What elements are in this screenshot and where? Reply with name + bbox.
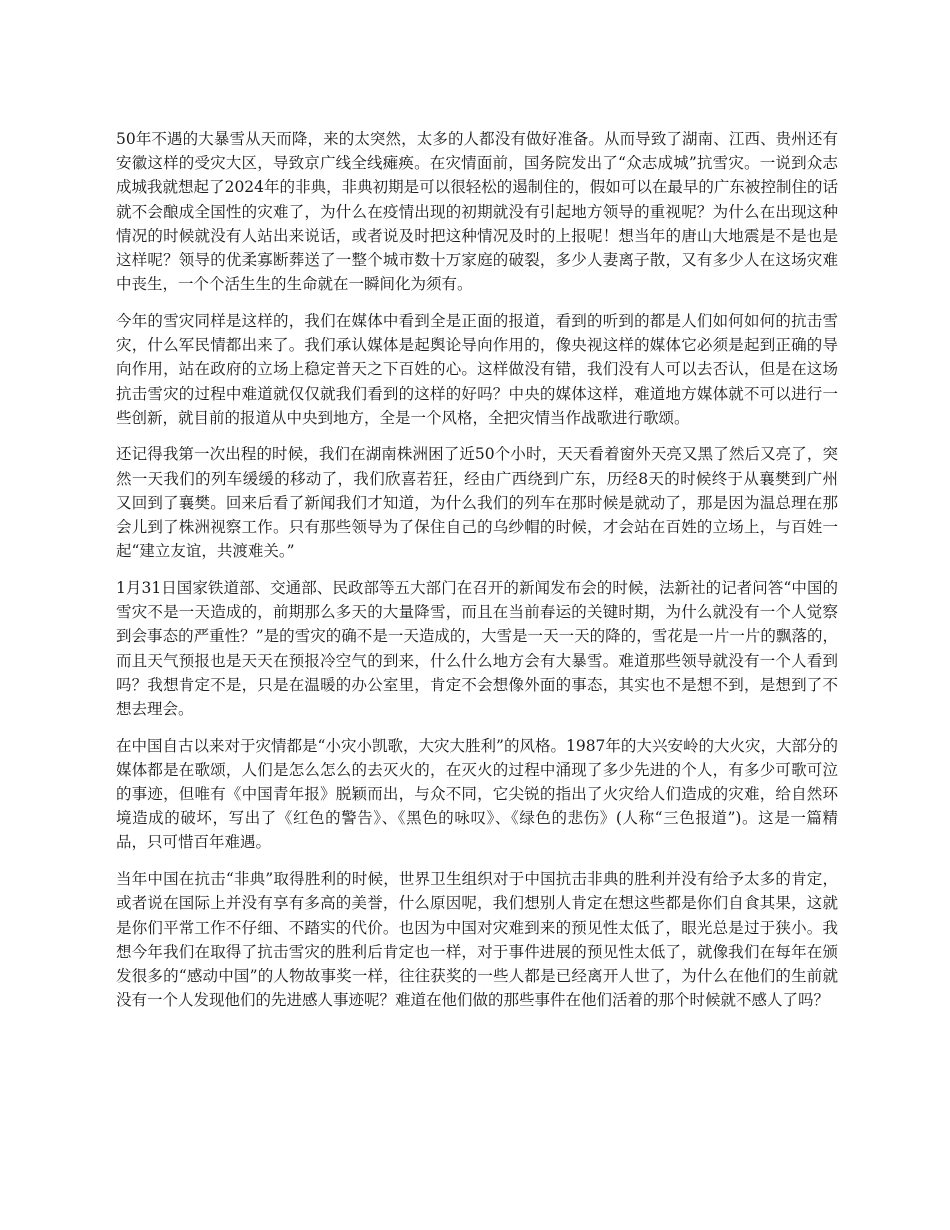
paragraph-5: 在中国自古以来对于灾情都是“小灾小凯歌，大灾大胜利”的风格。1987年的大兴安岭的大火灾，大部分的媒体都是在歌颂，人们是怎么怎么的去灭火的，在灭火的过程中涌现了多少先进的个人，有多少可歌可泣的事迹，但唯有《中国青年报》脱颖而出，与众不同，它尖锐的指出了火灾给人们造成的灾难，给自然环境造成的破坏，写出了《红色的警告》、《黑色的咏叹》、《绿色的悲伤》(人称“三色报道”)。这是一篇精品，只可惜百年难遇。 bbox=[116, 736, 838, 852]
paragraph-2: 今年的雪灾同样是这样的，我们在媒体中看到全是正面的报道，看到的听到的都是人们如何如何的抗击雪灾，什么军民情都出来了。我们承认媒体是起舆论导向作用的，像央视这样的媒体它必须是起到正确的导向作用，站在政府的立场上稳定普天之下百姓的心。这样做没有错，我们没有人可以去否认，但是在这场抗击雪灾的过程中难道就仅仅就我们看到的这样的好吗？中央的媒体这样，难道地方媒体就不可以进行一些创新，就目前的报道从中央到地方，全是一个风格，全把灾情当作战歌进行歌颂。 bbox=[116, 311, 838, 427]
paragraph-1: 50年不遇的大暴雪从天而降，来的太突然，太多的人都没有做好准备。从而导致了湖南、江西、贵州还有安徽这样的受灾大区，导致京广线全线瘫痪。在灾情面前，国务院发出了“众志成城”抗雪灾。一说到众志成城我就想起了2024年的非典，非典初期是可以很轻松的遏制住的，假如可以在最早的广东被控制住的话就不会酿成全国性的灾难了，为什么在疫情出现的初期就没有引起地方领导的重视呢？为什么在出现这种情况的时候就没有人站出来说话，或者说及时把这种情况及时的上报呢！想当年的唐山大地震是不是也是这样呢？领导的优柔寡断葬送了一整个城市数十万家庭的破裂，多少人妻离子散，又有多少人在这场灾难中丧生，一个个活生生的生命就在一瞬间化为须有。 bbox=[116, 130, 838, 294]
document-body bbox=[116, 127, 838, 1025]
paragraph-6: 当年中国在抗击“非典”取得胜利的时候，世界卫生组织对于中国抗击非典的胜利并没有给予太多的肯定，或者说在国际上并没有享有多高的美誉，什么原因呢，我们想别人肯定在想这些都是你们自食其果，这就是你们平常工作不仔细、不踏实的代价。也因为中国对灾难到来的预见性太低了，眼光总是过于狭小。我想今年我们在取得了抗击雪灾的胜利后肯定也一样，对于事件进展的预见性太低了，就像我们在每年在颁发很多的“感动中国”的人物故事奖一样，往往获奖的一些人都是已经离开人世了，为什么在他们的生前就没有一个人发现他们的先进感人事迹呢？难道在他们做的那些事件在他们活着的那个时候就不感人了吗？ bbox=[116, 870, 838, 1010]
paragraph-4: 1月31日国家铁道部、交通部、民政部等五大部门在召开的新闻发布会的时候，法新社的记者问答“中国的雪灾不是一天造成的，前期那么多天的大量降雪，而且在当前春运的关键时期，为什么就没有一个人觉察到会事态的严重性？”是的雪灾的确不是一天造成的，大雪是一天一天的降的，雪花是一片一片的飘落的，而且天气预报也是天天在预报冷空气的到来，什么什么地方会有大暴雪。难道那些领导就没有一个人看到吗？我想肯定不是，只是在温暖的办公室里，肯定不会想像外面的事态，其实也不是想不到，是想到了不想去理会。 bbox=[116, 578, 838, 718]
paragraph-3: 还记得我第一次出程的时候，我们在湖南株洲困了近50个小时，天天看着窗外天亮又黑了然后又亮了，突然一天我们的列车缓缓的移动了，我们欣喜若狂，经由广西绕到广东，历经8天的时候终于从襄樊到广州又回到了襄樊。回来后看了新闻我们才知道，为什么我们的列车在那时候是就动了，那是因为温总理在那会儿到了株洲视察工作。只有那些领导为了保住自己的乌纱帽的时候，才会站在百姓的立场上，与百姓一起“建立友谊，共渡难关。” bbox=[116, 445, 838, 561]
